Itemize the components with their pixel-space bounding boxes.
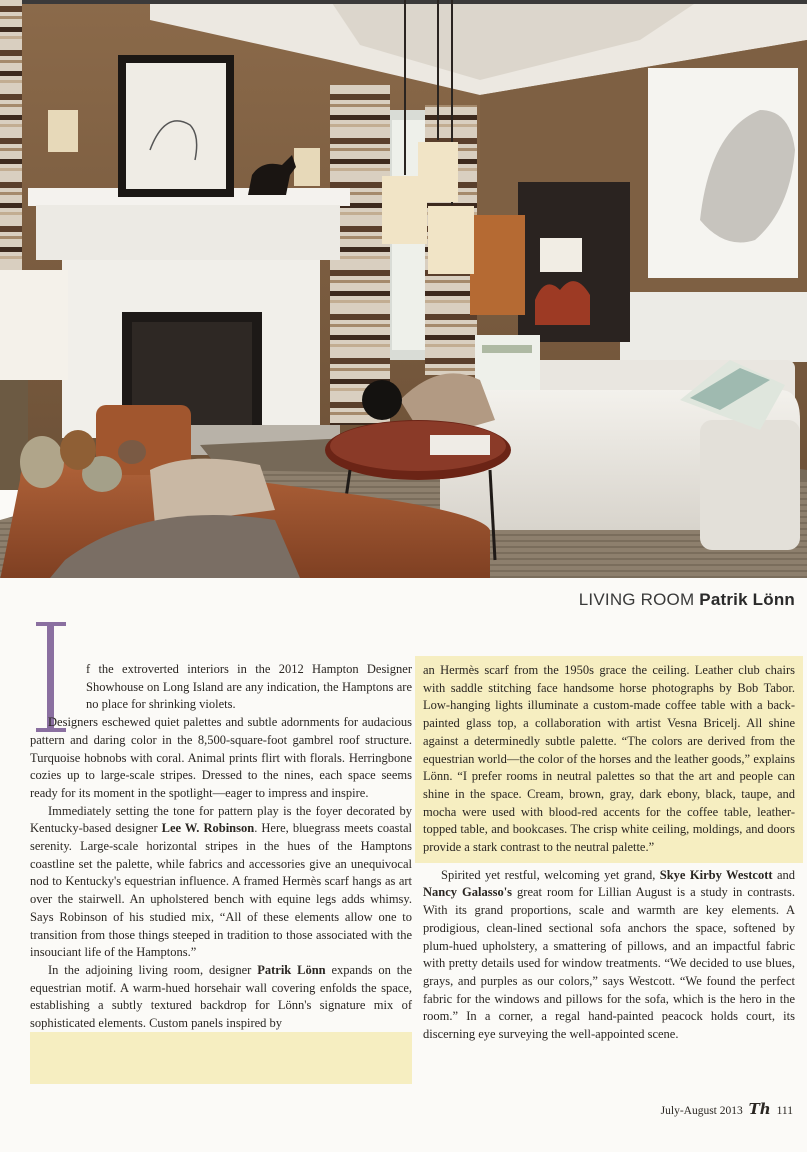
designer-name-galasso: Nancy Galasso's xyxy=(423,885,513,900)
paragraph-great-room: Spirited yet restful, welcoming yet grand, Skye Kirby Westcott and Nancy Galasso's great room for Lillian August is a study in contrasts. With its grand proportions, scale and warmth are key elements. A prodigious, clean-lined sectional sofa anchors the space, softened by plum-hued upholstery, a smattering of pillows, and an impactful fabric with pretty details used for window treatments. “We decided to use blues, grays, and purples as our colors,” says Westcott. “We found the perfect fabric for the windows and pillows for the sofa, which is the hero in the room.” In a corner, a regal hand-painted peacock holds court, its discerning eye surveying the well-appointed scene. xyxy=(423,867,796,1042)
intro-paragraph: f the extroverted interiors in the 2012 Hampton Designer Showhouse on Long Island are any indication, the Hamptons are no place for shrinking violets. xyxy=(86,662,412,712)
highlight-right xyxy=(415,656,803,863)
paragraph-living-room-cont: an Hermès scarf from the 1950s grace the ceiling. Leather club chairs with saddle stitching face handsome horse photographs by Bob Tabor. Low-hanging lights illuminate a custom-made coffee table with a back-painted glass top, a collaboration with artist Vesna Bricelj. All shine against a determinedly subtle palette. “The colors are derived from the equestrian world—the color of the horses and the leather goods,” explains Lönn. “I prefer rooms in neutral palettes so that the art and people can shine in the space. Cream, brown, gray, dark ebony, black, taupe, and mocha were used with blood-red accents for the coffee table, leather-topped table, and bookcases. The crisp white ceiling, moldings, and doors provide a stark contrast to the neutral palette.” xyxy=(423,663,795,855)
paragraph-living-room: In the adjoining living room, designer Patrik Lönn expands on the equestrian motif. A warm-hued horsehair wall covering enfolds the space, establishing a subtly textured backdrop for Lönn's signature mix of sophisticated elements. Custom panels inspired by xyxy=(30,962,413,1031)
paragraph-designers: Designers eschewed quiet palettes and subtle adornments for audacious pattern and daring color in the 8,500-square-foot gambrel roof structure. Turquoise hobnobs with coral. Animal prints flirt with florals. Herringbone cozies up to large-scale stripes. Dressed to the nines, each space seems ready for its moment in the spotlight—eager to impress and inspire. xyxy=(30,715,412,800)
issue-date: July-August 2013 xyxy=(660,1105,743,1117)
right-column xyxy=(423,662,795,1044)
page-footer xyxy=(661,1100,793,1118)
designer-name-westcott: Skye Kirby Westcott xyxy=(659,867,773,882)
caption-designer-name: Patrik Lönn xyxy=(699,590,795,609)
section-caption xyxy=(579,590,795,610)
designer-name-lonn: Patrik Lönn xyxy=(257,962,326,977)
magazine-logo: Th xyxy=(748,1100,771,1118)
page-number: 111 xyxy=(776,1105,793,1117)
designer-name-robinson: Lee W. Robinson xyxy=(161,821,255,836)
highlight-left xyxy=(30,1032,412,1084)
paragraph-foyer: Immediately setting the tone for pattern play is the foyer decorated by Kentucky-based designer Lee W. Robinson. Here, bluegrass meets coastal serenity. Large-scale horizontal stripes in the hues of the Hamptons coastline set the palette, while fabrics and accessories give an unequivocal nod to Kentucky's equestrian influence. A framed Hermès scarf hangs as art over the stairwell. An upholstered bench with equine legs adds whimsy. Says Robinson of his studied mix, “All of these elements allow one to transition from those things steeped in tradition to those associated with the insouciant life of the Hamptons.” xyxy=(30,803,412,960)
caption-label: LIVING ROOM xyxy=(578,590,695,609)
left-column xyxy=(30,661,413,1033)
